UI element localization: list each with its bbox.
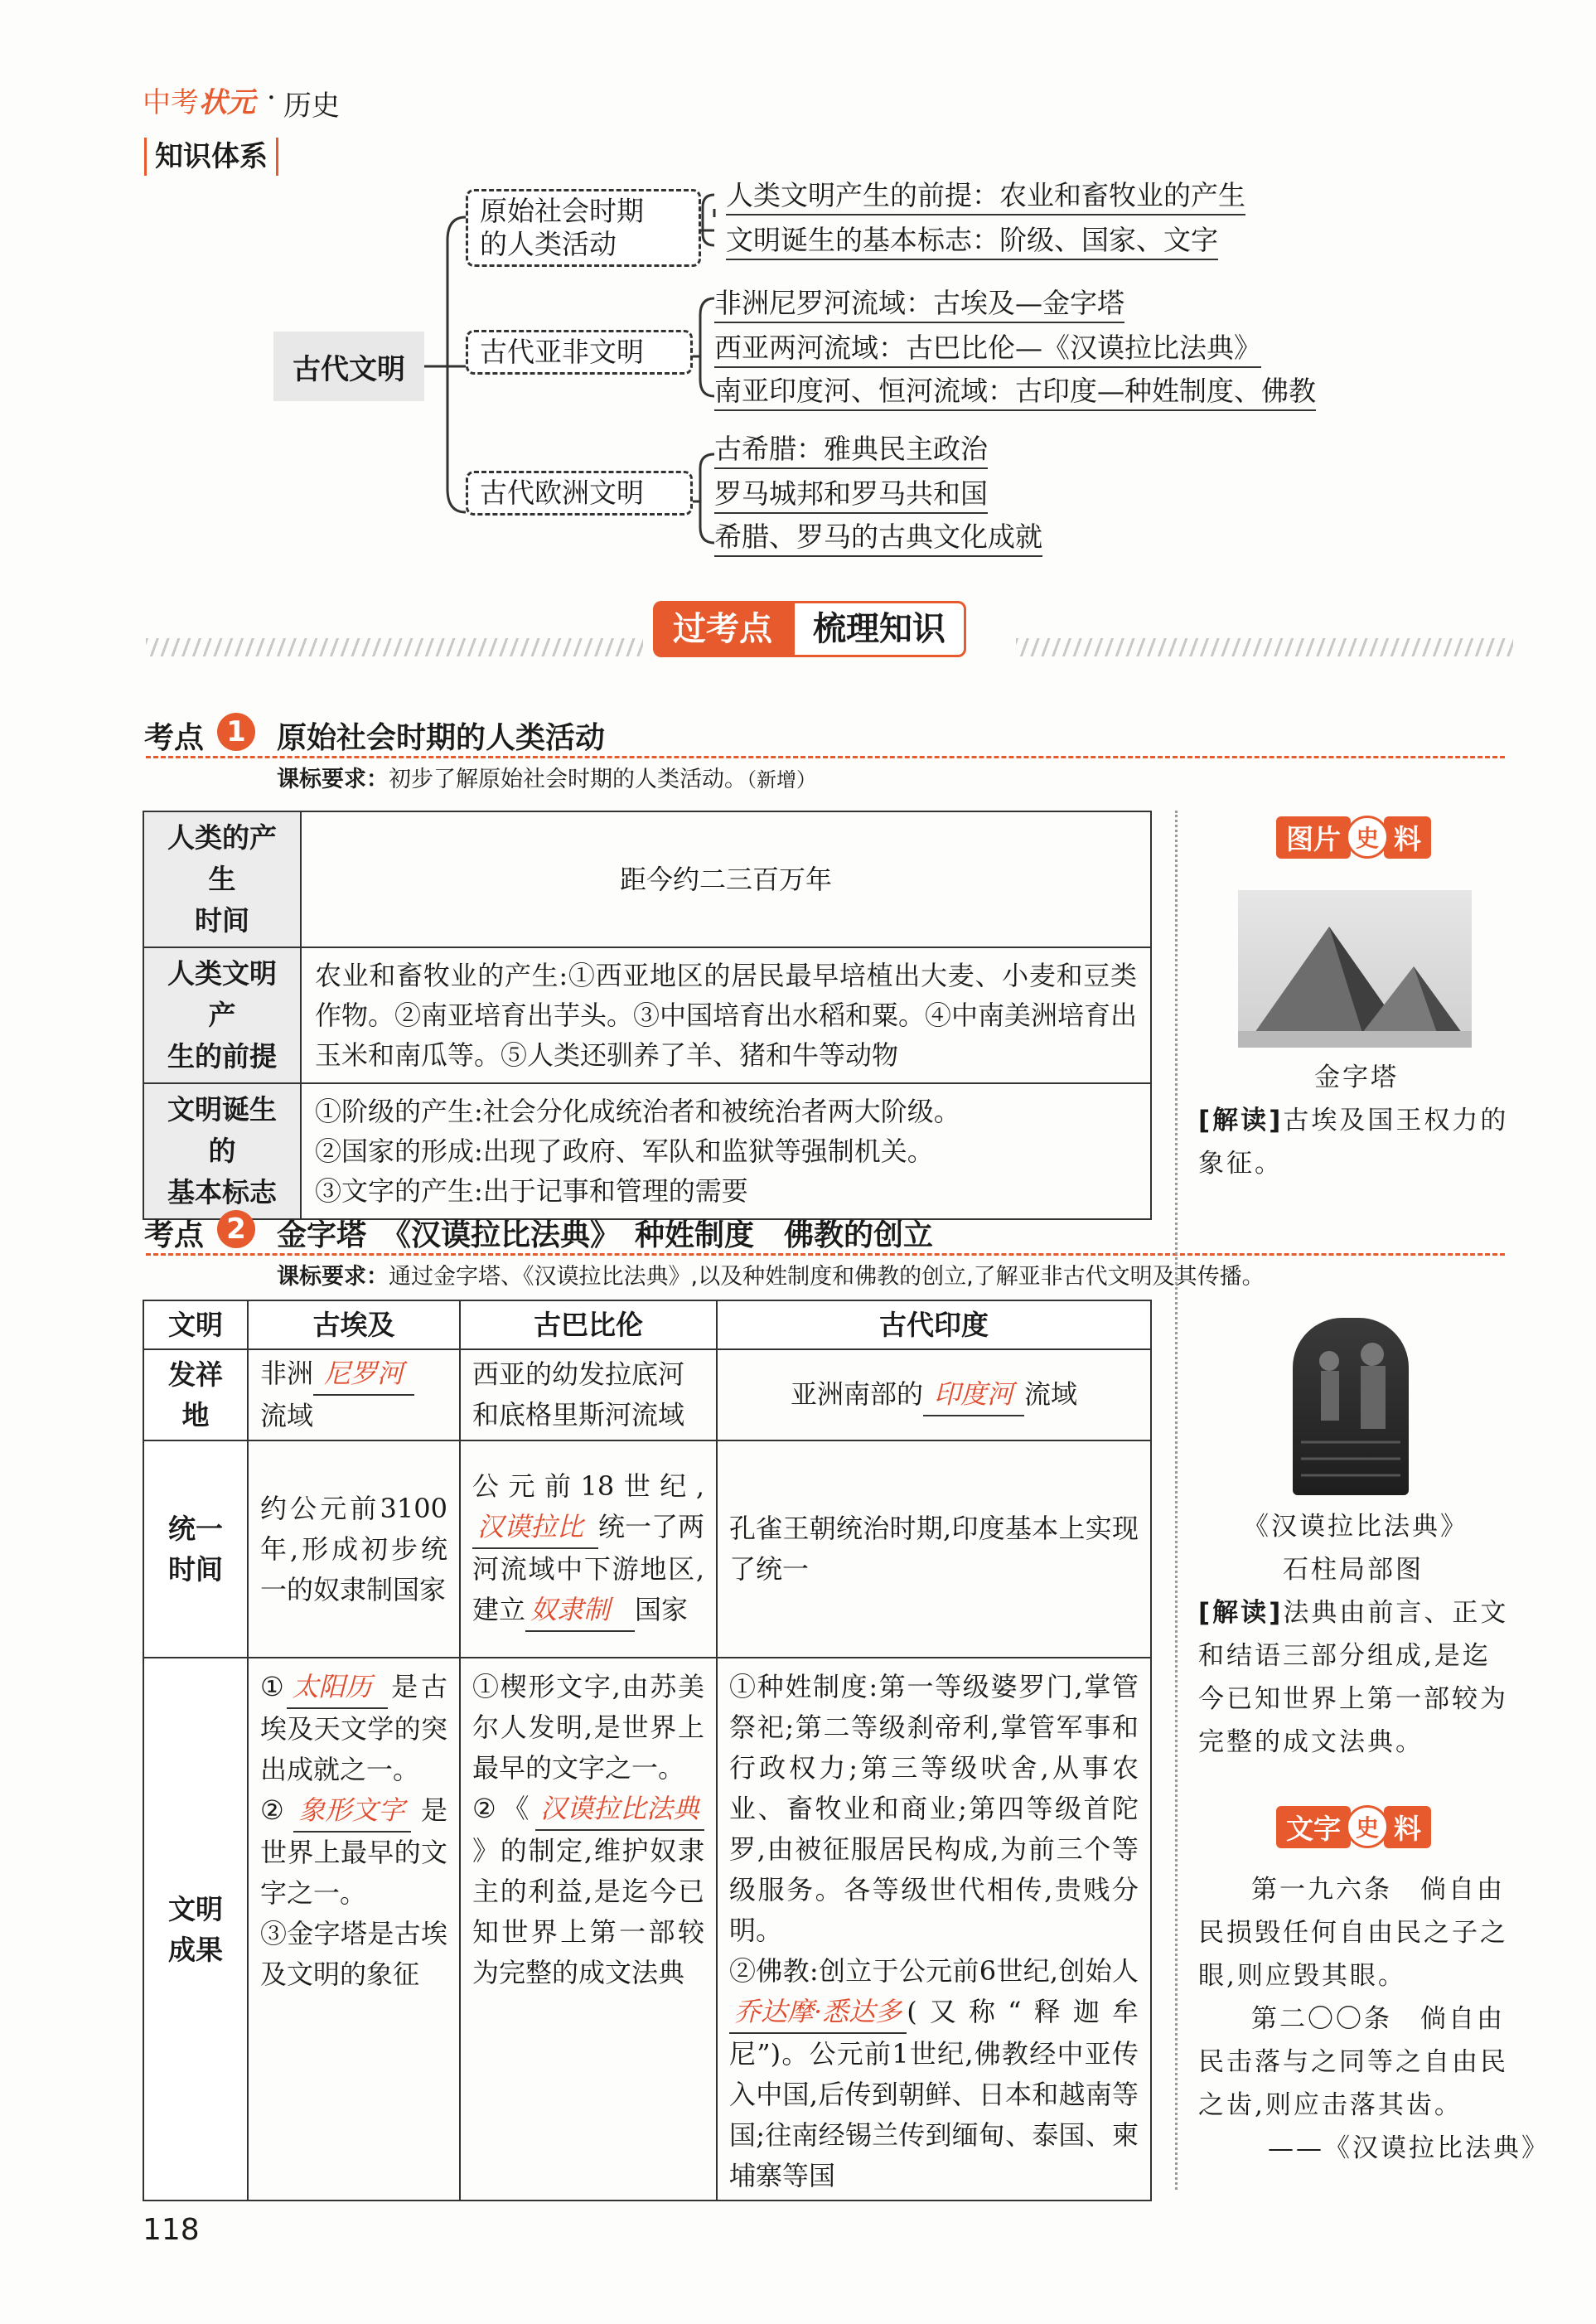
cell-text: 亚洲南部的 (790, 1377, 923, 1410)
node-line: 原始社会时期 (480, 195, 644, 227)
header-line: 时间 (168, 1553, 223, 1586)
mindmap-leaf: 文明诞生的基本标志：阶级、国家、文字 (726, 222, 1218, 260)
note-label: [解读] (1198, 1106, 1284, 1135)
cell-text: 是古埃及天文学的突出成就之一。 (260, 1671, 447, 1785)
cell-india (717, 1658, 1151, 2201)
row-header (143, 1083, 301, 1219)
brand-dot: · (267, 81, 276, 114)
achievement-item: ③金字塔是古埃及文明的象征 (260, 1918, 447, 1990)
achievement-item (260, 1790, 447, 1914)
answer-blank: 汉谟拉比法典 (535, 1789, 704, 1831)
law-200: 第二〇〇条 倘自由民击落与之同等之自由民之齿,则应击落其齿。 (1198, 2004, 1508, 2120)
content-line: ②国家的形成:出现了政府、军队和监狱等强制机关。 (315, 1135, 934, 1167)
cell-text: 统一了两河流域中下游地区,建立 (472, 1511, 705, 1625)
picture-material-tag (1276, 816, 1431, 859)
kd1-requirement (277, 761, 816, 793)
cell-babylon (460, 1658, 717, 2201)
pyramid-caption: 金字塔 (1314, 1063, 1399, 1092)
col-header: 古代印度 (717, 1300, 1151, 1349)
text-material-tag (1276, 1805, 1431, 1848)
banner-part1: 过考点 (653, 601, 792, 657)
stele-note (1198, 1591, 1510, 1764)
section-banner (653, 601, 966, 657)
achievement-item (729, 1951, 1139, 2196)
note-text: 法典由前言、正文和结语三部分组成,是迄今已知世界上第一部较为完整的成文法典。 (1198, 1598, 1509, 1757)
note-text: 古埃及国王权力的象征。 (1198, 1106, 1509, 1179)
row-header: 发祥地 (143, 1349, 248, 1440)
cell-text: ②《 (472, 1793, 535, 1824)
cell-text: ① (260, 1671, 288, 1702)
cell-india (717, 1349, 1151, 1440)
content-line: ①阶级的产生:社会分化成统治者和被统治者两大阶级。 (315, 1096, 960, 1127)
table-row (143, 1349, 1151, 1440)
cell-text: 国家 (635, 1594, 689, 1625)
mindmap-leaf: 非洲尼罗河流域：古埃及—金字塔 (714, 285, 1124, 323)
kd2-number-badge: 2 (217, 1210, 255, 1248)
cell-text: 非洲 (260, 1358, 314, 1389)
tag-circle: 史 (1346, 1805, 1389, 1848)
col-header: 古巴比伦 (460, 1300, 717, 1349)
cell-india: 孔雀王朝统治时期,印度基本上实现了统一 (717, 1440, 1151, 1658)
tag-circle: 史 (1346, 816, 1389, 859)
header-line: 人类的产生 (167, 821, 277, 895)
tag-part: 图片 (1276, 816, 1351, 859)
cell-text: 》的制定,维护奴隶主的利益,是迄今已知世界上第一部较为完整的成文法典 (472, 1835, 704, 1988)
mindmap-leaf: 罗马城邦和罗马共和国 (714, 476, 988, 514)
banner-hatch-right (1016, 638, 1513, 656)
section-title: 知识体系 (144, 138, 278, 176)
cell-babylon: 西亚的幼发拉底河和底格里斯河流域 (460, 1349, 717, 1440)
achievement-item: ①种姓制度:第一等级婆罗门,掌管祭祀;第二等级刹帝利,掌管军事和行政权力;第三等级吠舍,从事农业、畜牧业和商业;第四等级首陀罗,由被征服居民构成,为前三个等级服务。各等级世代相传,贵贱分明。 (729, 1671, 1139, 1946)
achievement-item: ①楔形文字,由苏美尔人发明,是世界上最早的文字之一。 (472, 1671, 704, 1784)
cell-text: 是世界上最早的文字之一。 (260, 1794, 447, 1909)
stele-caption-2: 石柱局部图 (1283, 1555, 1424, 1585)
header-line: 成果 (168, 1933, 223, 1966)
stele-caption-1: 《汉谟拉比法典》 (1243, 1512, 1468, 1542)
law-source: ——《汉谟拉比法典》 (1268, 2133, 1550, 2163)
banner-part2: 梳理知识 (792, 601, 966, 657)
header-line: 基本标志 (167, 1176, 277, 1208)
answer-blank: 印度河 (923, 1374, 1024, 1416)
kd1-divider (146, 756, 1505, 758)
content-line: ③文字的产生:出于记事和管理的需要 (315, 1175, 748, 1207)
kd1-prefix: 考点 (144, 721, 205, 755)
achievement-item (472, 1789, 704, 1993)
page-number: 118 (143, 2213, 200, 2247)
tag-part: 文字 (1276, 1806, 1351, 1848)
col-header: 文明 (143, 1300, 248, 1349)
mindmap-node-asia-africa: 古代亚非文明 (466, 330, 693, 375)
row-content: 农业和畜牧业的产生:①西亚地区的居民最早培植出大麦、小麦和豆类作物。②南亚培育出芋头。③中国培育出水稻和粟。④中南美洲培育出玉米和南瓜等。⑤人类还驯养了羊、猪和牛等动物 (301, 947, 1151, 1083)
law-196: 第一九六条 倘自由民损毁任何自由民之子之眼,则应毁其眼。 (1198, 1875, 1508, 1991)
answer-blank: 奴隶制 (525, 1590, 635, 1632)
tag-part: 料 (1384, 816, 1431, 859)
cell-text: (又称“释迦牟尼”)。公元前1世纪,佛教经中亚传入中国,后传到朝鲜、日本和越南等国;往南经锡兰传到缅甸、泰国、柬埔寨等国 (729, 1996, 1139, 2191)
mindmap-node-europe: 古代欧洲文明 (466, 471, 693, 516)
cell-text: ②佛教:创立于公元前6世纪,创始人 (729, 1955, 1139, 1987)
answer-blank: 太阳历 (287, 1667, 388, 1709)
row-header (143, 1658, 248, 2201)
req-text: 初步了解原始社会时期的人类活动。 (389, 767, 747, 792)
kd2-divider (146, 1253, 1505, 1256)
kd1-table (143, 811, 1152, 1220)
cell-text: 公元前18世纪, (472, 1470, 704, 1502)
answer-blank: 象形文字 (293, 1790, 411, 1833)
cell-text: 流域 (260, 1400, 314, 1431)
mindmap-leaf: 人类文明产生的前提：农业和畜牧业的产生 (726, 177, 1245, 215)
cell-text: ② (260, 1794, 294, 1826)
cell-text: 流域 (1024, 1377, 1078, 1410)
header-line: 生的前提 (167, 1040, 277, 1072)
stele-relief-icon (1293, 1318, 1409, 1495)
node-line: 的人类活动 (480, 228, 617, 260)
table-row (143, 1658, 1151, 2201)
row-header (143, 1440, 248, 1658)
pyramid-image (1238, 890, 1472, 1048)
brand-prefix: 中考 (143, 86, 199, 119)
table-row (143, 811, 1151, 947)
kd2-prefix: 考点 (144, 1218, 205, 1252)
header-line: 文明 (168, 1892, 223, 1925)
stele-image (1293, 1318, 1409, 1495)
tag-part: 料 (1384, 1806, 1431, 1848)
answer-blank: 尼罗河 (313, 1353, 414, 1396)
table-row (143, 947, 1151, 1083)
cell-babylon (460, 1440, 717, 1658)
cell-egypt (248, 1658, 460, 2201)
cell-egypt: 约公元前3100年,形成初步统一的奴隶制国家 (248, 1440, 460, 1658)
header-line: 人类文明产 (167, 957, 277, 1031)
col-header: 古埃及 (248, 1300, 460, 1349)
mindmap-root: 古代文明 (273, 332, 424, 401)
mindmap-node-primitive (466, 189, 701, 267)
pyramid-note (1198, 1099, 1510, 1185)
pyramid-icon (1238, 890, 1472, 1048)
req-text: 通过金字塔、《汉谟拉比法典》,以及种姓制度和佛教的创立,了解亚非古代文明及其传播。 (389, 1264, 1265, 1290)
achievement-item (260, 1667, 447, 1790)
table-row (143, 1300, 1151, 1349)
req-label: 课标要求： (277, 767, 389, 792)
row-header (143, 811, 301, 947)
kd1-title: 原始社会时期的人类活动 (277, 721, 606, 755)
header-line: 文明诞生的 (167, 1093, 277, 1167)
mindmap-leaf: 古希腊：雅典民主政治 (714, 431, 988, 469)
sidebar-divider (1175, 811, 1178, 2190)
kd2-requirement (277, 1258, 1265, 1290)
row-header (143, 947, 301, 1083)
subject-title: 历史 (283, 90, 340, 123)
answer-blank: 汉谟拉比 (472, 1507, 598, 1549)
banner-hatch-left (146, 638, 643, 656)
header-line: 统一 (168, 1513, 223, 1545)
kd1-number-badge: 1 (217, 713, 255, 751)
kd2-table (143, 1300, 1152, 2201)
note-label: [解读] (1198, 1598, 1284, 1628)
req-tag: （新增） (747, 768, 816, 792)
mindmap-leaf: 南亚印度河、恒河流域：古印度—种姓制度、佛教 (714, 373, 1316, 411)
cell-egypt (248, 1349, 460, 1440)
mindmap-leaf: 西亚两河流域：古巴比伦—《汉谟拉比法典》 (714, 330, 1261, 368)
kd2-title: 金字塔 《汉谟拉比法典》 种姓制度 佛教的创立 (277, 1218, 934, 1252)
answer-blank: 乔达摩·悉达多 (729, 1992, 907, 2034)
brand-main: 状元 (199, 86, 255, 119)
row-content: 距今约二三百万年 (301, 811, 1151, 947)
mindmap-leaf: 希腊、罗马的古典文化成就 (714, 519, 1042, 557)
table-row (143, 1440, 1151, 1658)
row-content (301, 1083, 1151, 1219)
header-line: 时间 (195, 904, 249, 937)
table-row (143, 1083, 1151, 1219)
req-label: 课标要求： (277, 1264, 389, 1290)
